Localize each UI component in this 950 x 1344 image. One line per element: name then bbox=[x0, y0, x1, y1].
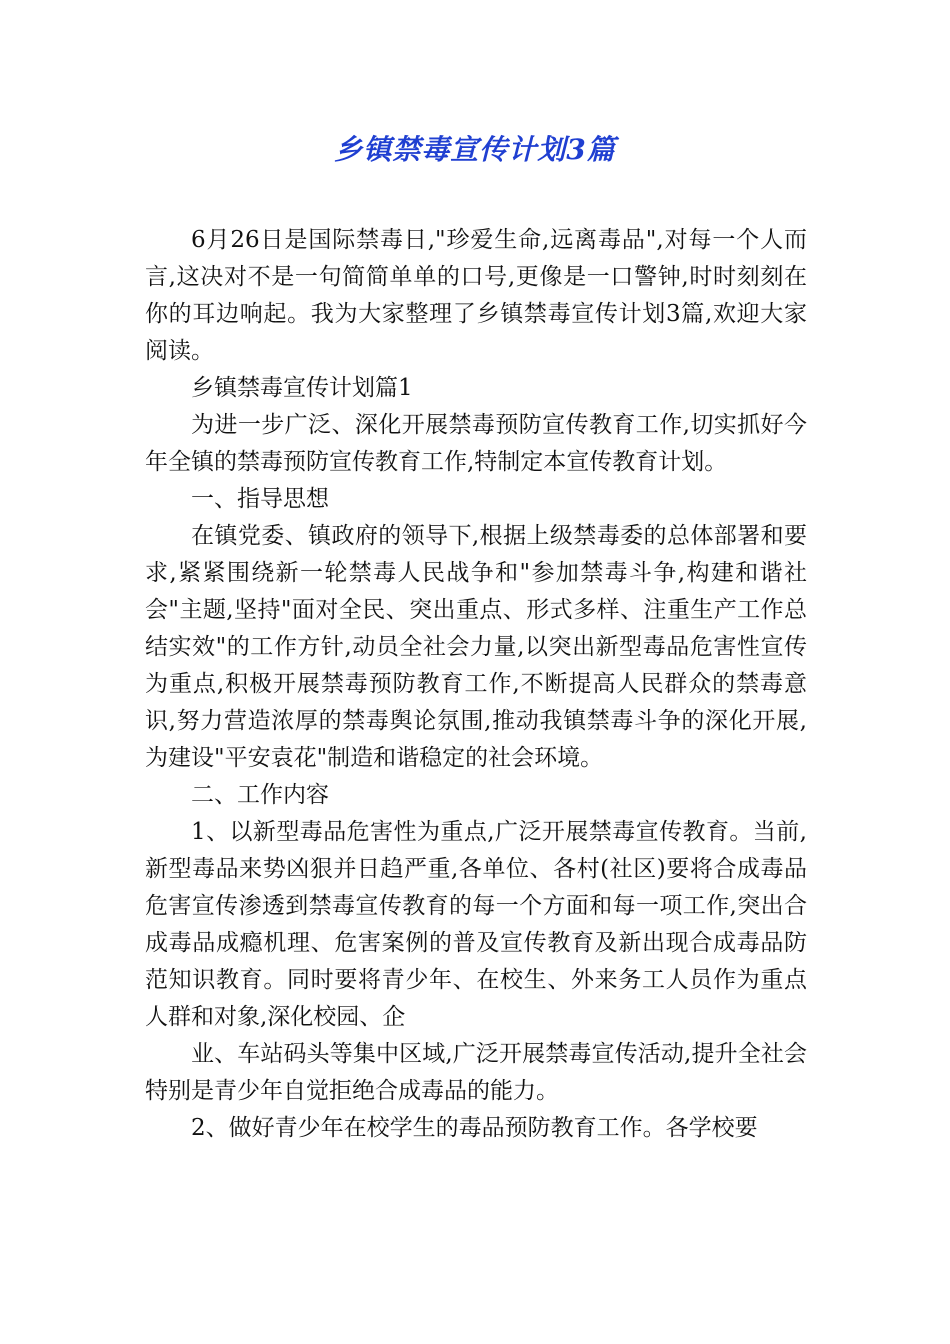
paragraph-guiding-thought: 在镇党委、镇政府的领导下,根据上级禁毒委的总体部署和要求,紧紧围绕新一轮禁毒人民战争和"参加禁毒斗争,构建和谐社会"主题,坚持"面对全民、突出重点、形式多样、注重生产工作总结实效"的工作方针,动员全社会力量,以突出新型毒品危害性宣传为重点,积极开展禁毒预防教育工作,不断提高人民群众的禁毒意识,努力营造浓厚的禁毒舆论氛围,推动我镇禁毒斗争的深化开展,为建设"平安袁花"制造和谐稳定的社会环境。 bbox=[145, 523, 807, 771]
document-body bbox=[145, 222, 807, 1147]
document-title: 乡镇禁毒宣传计划3篇 bbox=[334, 133, 616, 166]
paragraph-purpose: 为进一步广泛、深化开展禁毒预防宣传教育工作,切实抓好今年全镇的禁毒预防宣传教育工作,特制定本宣传教育计划。 bbox=[145, 412, 807, 475]
paragraph-work-item-1-continued: 业、车站码头等集中区域,广泛开展禁毒宣传活动,提升全社会特别是青少年自觉拒绝合成毒品的能力。 bbox=[145, 1041, 807, 1104]
paragraph-section-heading: 乡镇禁毒宣传计划篇1 bbox=[191, 375, 413, 401]
paragraph-heading-work-content: 二、工作内容 bbox=[191, 782, 329, 808]
paragraph-intro: 6月26日是国际禁毒日,"珍爱生命,远离毒品",对每一个人而言,这决对不是一句简简单单的口号,更像是一口警钟,时时刻刻在你的耳边响起。我为大家整理了乡镇禁毒宣传计划3篇,欢迎大家阅读。 bbox=[145, 227, 807, 364]
paragraph-work-item-2: 2、做好青少年在校学生的毒品预防教育工作。各学校要 bbox=[191, 1115, 758, 1141]
paragraph-heading-guiding-thought: 一、指导思想 bbox=[191, 486, 329, 512]
paragraph-work-item-1: 1、以新型毒品危害性为重点,广泛开展禁毒宣传教育。当前,新型毒品来势凶狠并日趋严重,各单位、各村(社区)要将合成毒品危害宣传渗透到禁毒宣传教育的每一个方面和每一项工作,突出合成毒品成瘾机理、危害案例的普及宣传教育及新出现合成毒品防范知识教育。同时要将青少年、在校生、外来务工人员作为重点人群和对象,深化校园、企 bbox=[145, 819, 807, 1030]
